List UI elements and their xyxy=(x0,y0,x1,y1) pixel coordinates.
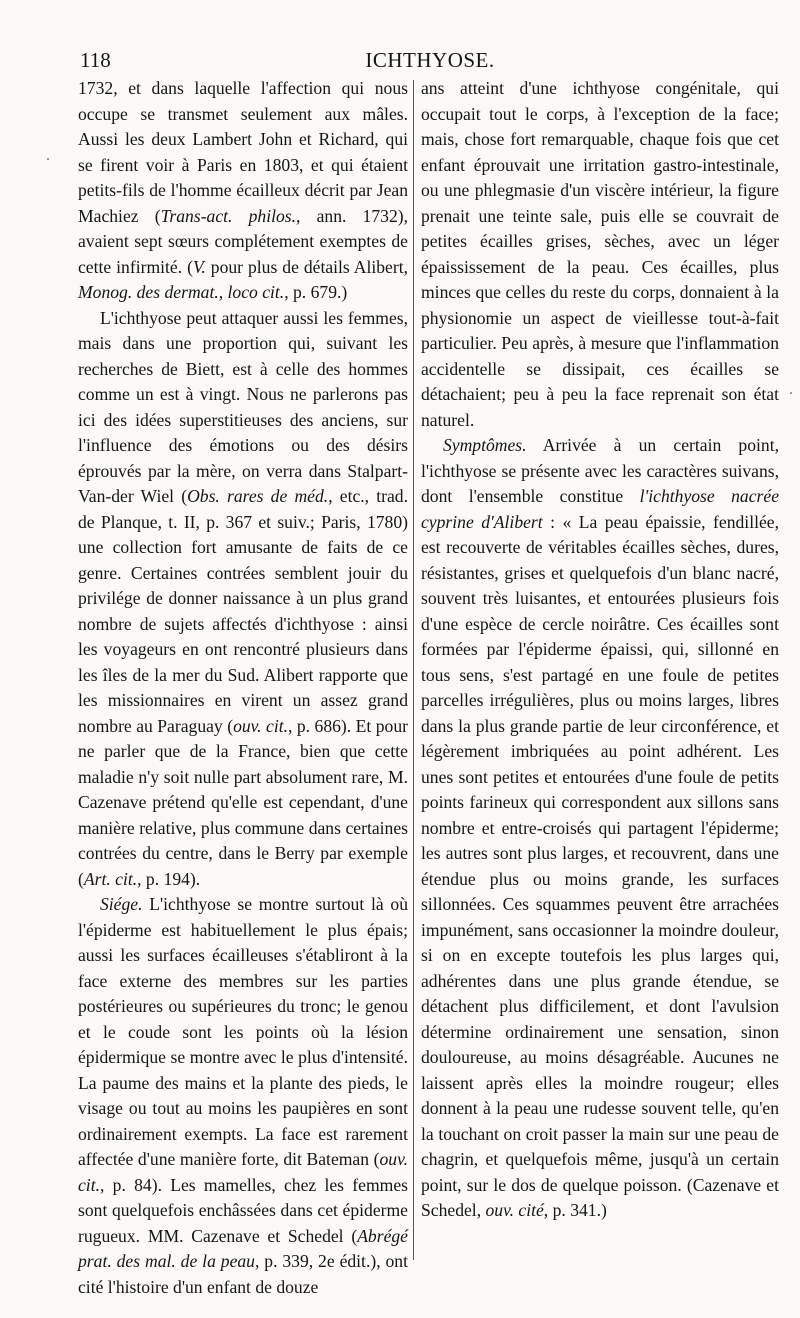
page-number: 118 xyxy=(80,48,111,72)
page-header xyxy=(80,44,780,76)
left-paragraph-1: 1732, et dans laquelle l'affection qui nous occupe se transmet seulement aux mâles. Aussi les deux Lambert John et Richard, qui se firent voir à Paris en 1803, et qui étaient petits-fils de l'homme écailleux décrit par Jean Machiez (Trans-act. philos., ann. 1732), avaient sept sœurs complétement exemptes de cette infirmité. (V. pour plus de détails Alibert, Monog. des dermat., loco cit., p. 679.) xyxy=(78,78,408,302)
paper-speck xyxy=(47,158,49,160)
column-divider xyxy=(413,80,414,1260)
section-heading-siege: Siége. xyxy=(100,894,143,914)
right-paragraph-symptomes: Symptômes. Arrivée à un certain point, l'ichthyose se présente avec les caractères suivans, dont l'ensemble constitue l'ichthyose nacrée cyprine d'Alibert : « La peau épaissie, fendillée, est recouverte de véritables écailles sèches, dures, résistantes, grises et quelquefois d'un blanc nacré, souvent très luisantes, et entourées plusieurs fois d'une espèce de cercle noirâtre. Ces écailles sont formées par l'épiderme épaissi, qui, sillonné en tous sens, s'est partagé en une foule de petites parcelles irrégulières, plus ou moins larges, libres dans la plus grande partie de leur circonférence, et légèrement imbriquées au point adhérent. Les unes sont petites et entourées d'une foule de petits points farineux qui correspondent aux sillons sans nombre et entre-croisés qui partagent l'épiderme; les autres sont plus larges, et recouvrent, dans une étendue plus ou moins grande, les surfaces sillonnées. Ces squammes peuvent être arrachées impunément, sans occasionner la moindre douleur, si on en excepte toutefois les plus larges qui, adhérentes dans une plus grande étendue, se détachent plus difficilement, et dont l'avulsion détermine ordinairement une sensation, sinon douloureuse, au moins désagréable. Aucunes ne laissent après elles la moindre rougeur; elles donnent à la peau une rudesse souvent telle, qu'en la touchant on croit passer la main sur une peau de chagrin, et quelquefois même, jusqu'à un certain point, sur le dos de quelque poisson. (Cazenave et Schedel, ouv. cité, p. 341.) xyxy=(421,435,780,1220)
right-column xyxy=(421,76,779,1266)
left-paragraph-2: L'ichthyose peut attaquer aussi les femmes, mais dans une proportion qui, suivant les recherches de Biett, est à celle des hommes comme un est à vingt. Nous ne parlerons pas ici des idées superstitieuses des anciens, sur l'influence des émotions ou des désirs éprouvés par la mère, on verra dans Stalpart-Van-der Wiel (Obs. rares de méd., etc., trad. de Planque, t. II, p. 367 et suiv.; Paris, 1780) une collection fort amusante de faits de ce genre. Certaines contrées semblent jouir du privilége de donner naissance à un plus grand nombre de sujets affectés d'ichthyose : ainsi les voyageurs en ont rencontré plusieurs dans les îles de la mer du Sud. Alibert rapporte que les missionnaires en virent un assez grand nombre au Paraguay (ouv. cit., p. 686). Et pour ne parler que de la France, bien que cette maladie n'y soit nulle part absolument rare, M. Cazenave prétend qu'elle est cependant, d'une manière relative, plus commune dans certaines contrées du centre, dans le Berry par exemple (Art. cit., p. 194). xyxy=(78,307,408,889)
left-paragraph-siege: Siége. L'ichthyose se montre surtout là où l'épiderme est habituellement le plus épais; aussi les surfaces écailleuses s'établiront à la face externe des membres sur les parties postérieures ou supérieures du tronc; le genou et le coude sont les points où la lésion épidermique se montre avec le plus d'intensité. La paume des mains et la plante des pieds, le visage ou tout au moins les paupières en sont ordinairement exempts. La face est rarement affectée d'une manière forte, dit Bateman (ouv. cit., p. 84). Les mamelles, chez les femmes sont quelquefois enchâssées dans cet épiderme rugueux. MM. Cazenave et Schedel (Abrégé prat. des mal. de la peau, p. 339, 2e édit.), ont cité l'histoire d'un enfant de douze xyxy=(78,894,408,1297)
left-column xyxy=(78,76,408,1297)
paper-speck xyxy=(790,392,792,394)
running-title: ICHTHYOSE. xyxy=(365,48,495,72)
right-paragraph-1: ans atteint d'une ichthyose congénitale, qui occupait tout le corps, à l'exception de la face; mais, chose fort remarquable, chaque fois que cet enfant éprouvait une irritation gastro-intestinale, ou une phlegmasie d'un viscère intérieur, la figure prenait une teinte sale, puis elle se couvrait de petites écailles grises, sèches, avec un léger épaississement de la peau. Ces écailles, plus minces que celles du reste du corps, donnaient à la physionomie un aspect de vieillesse tout-à-fait particulier. Peu après, à mesure que l'inflammation accidentelle se dissipait, ces écailles se détachaient; peu à peu la face reprenait son état naturel. xyxy=(421,78,779,430)
section-heading-symptomes: Symptômes. xyxy=(443,435,527,455)
